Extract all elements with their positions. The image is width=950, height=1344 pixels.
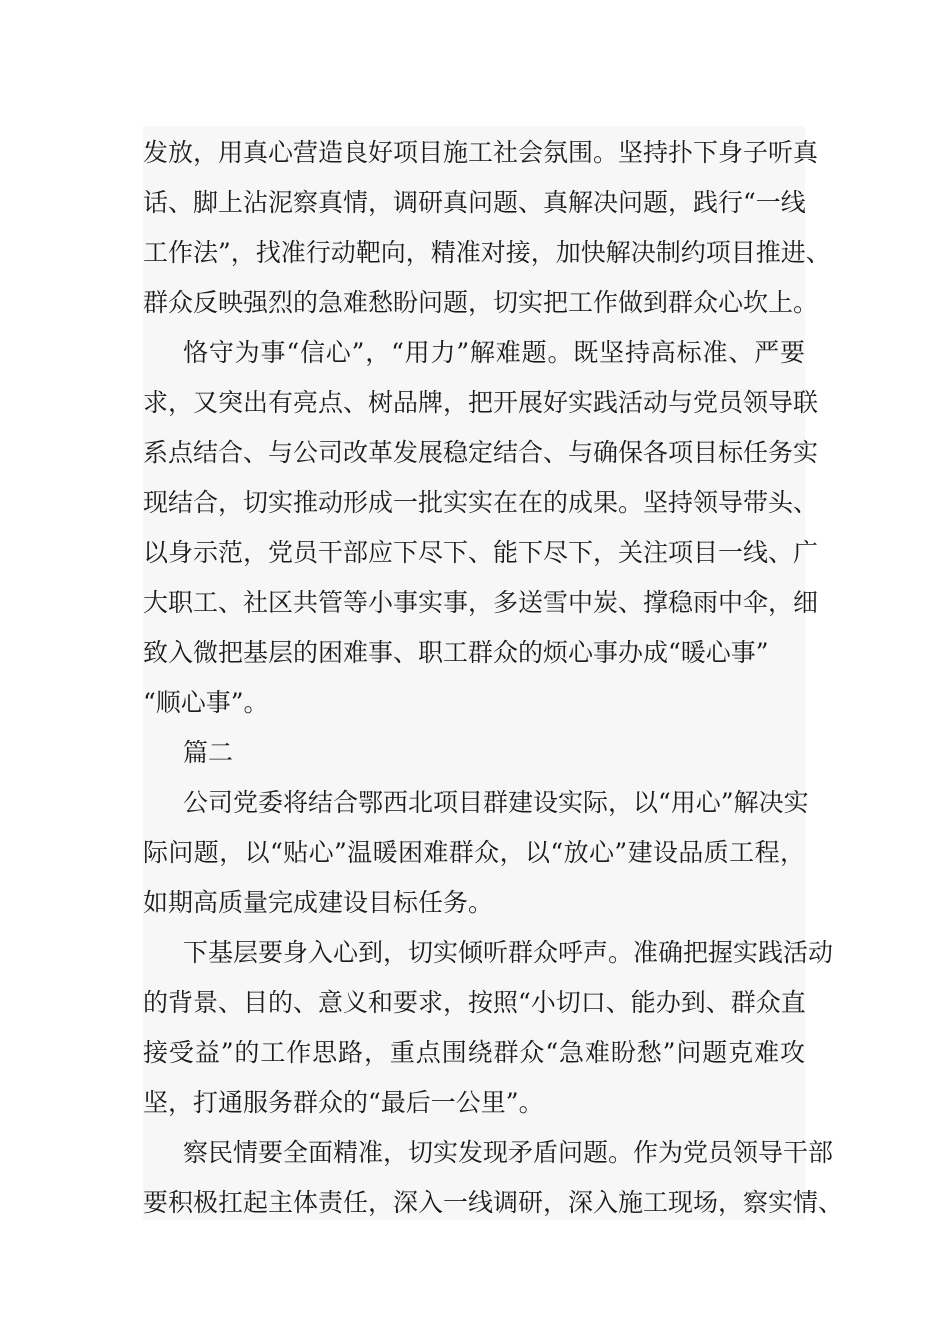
text-line: 的背景、目的、意义和要求，按照“小切口、能办到、群众直 xyxy=(143,988,806,1017)
document-body xyxy=(143,126,844,1220)
text-line: 如期高质量完成建设目标任务。 xyxy=(143,888,494,917)
text-line: 际问题，以“贴心”温暖困难群众，以“放心”建设品质工程， xyxy=(143,838,805,867)
text-line: 工作法”，找准行动靶向，精准对接，加快解决制约项目推进、 xyxy=(143,238,831,267)
paragraph-start-line: 察民情要全面精准，切实发现矛盾问题。作为党员领导干部 xyxy=(183,1138,834,1167)
text-line: 致入微把基层的困难事、职工群众的烦心事办成“暖心事” xyxy=(143,638,769,667)
text-line: 接受益”的工作思路，重点围绕群众“急难盼愁”问题克难攻 xyxy=(143,1038,805,1067)
paragraph-start-line: 恪守为事“信心”，“用力”解难题。既坚持高标准、严要 xyxy=(183,338,805,367)
paragraph-start-line: 公司党委将结合鄂西北项目群建设实际，以“用心”解决实 xyxy=(183,788,809,817)
section-heading: 篇二 xyxy=(183,738,234,767)
text-line: 求，又突出有亮点、树品牌，把开展好实践活动与党员领导联 xyxy=(143,388,819,417)
text-line: 坚，打通服务群众的“最后一公里”。 xyxy=(143,1088,544,1117)
paragraph-start-line: 下基层要身入心到，切实倾听群众呼声。准确把握实践活动 xyxy=(183,938,834,967)
text-line: 大职工、社区共管等小事实事，多送雪中炭、撑稳雨中伞，细 xyxy=(143,588,819,617)
text-line: 现结合，切实推动形成一批实实在在的成果。坚持领导带头、 xyxy=(143,488,819,517)
text-line: 以身示范，党员干部应下尽下、能下尽下，关注项目一线、广 xyxy=(143,538,819,567)
text-line: 话、脚上沾泥察真情，调研真问题、真解决问题，践行“一线 xyxy=(143,188,806,217)
text-line: 群众反映强烈的急难愁盼问题，切实把工作做到群众心坎上。 xyxy=(143,288,819,317)
text-line: 要积极扛起主体责任，深入一线调研，深入施工现场，察实情、 xyxy=(143,1188,844,1217)
text-line: 系点结合、与公司改革发展稳定结合、与确保各项目标任务实 xyxy=(143,438,819,467)
text-line: 发放，用真心营造良好项目施工社会氛围。坚持扑下身子听真 xyxy=(143,138,819,167)
text-line: “顺心事”。 xyxy=(143,688,269,717)
